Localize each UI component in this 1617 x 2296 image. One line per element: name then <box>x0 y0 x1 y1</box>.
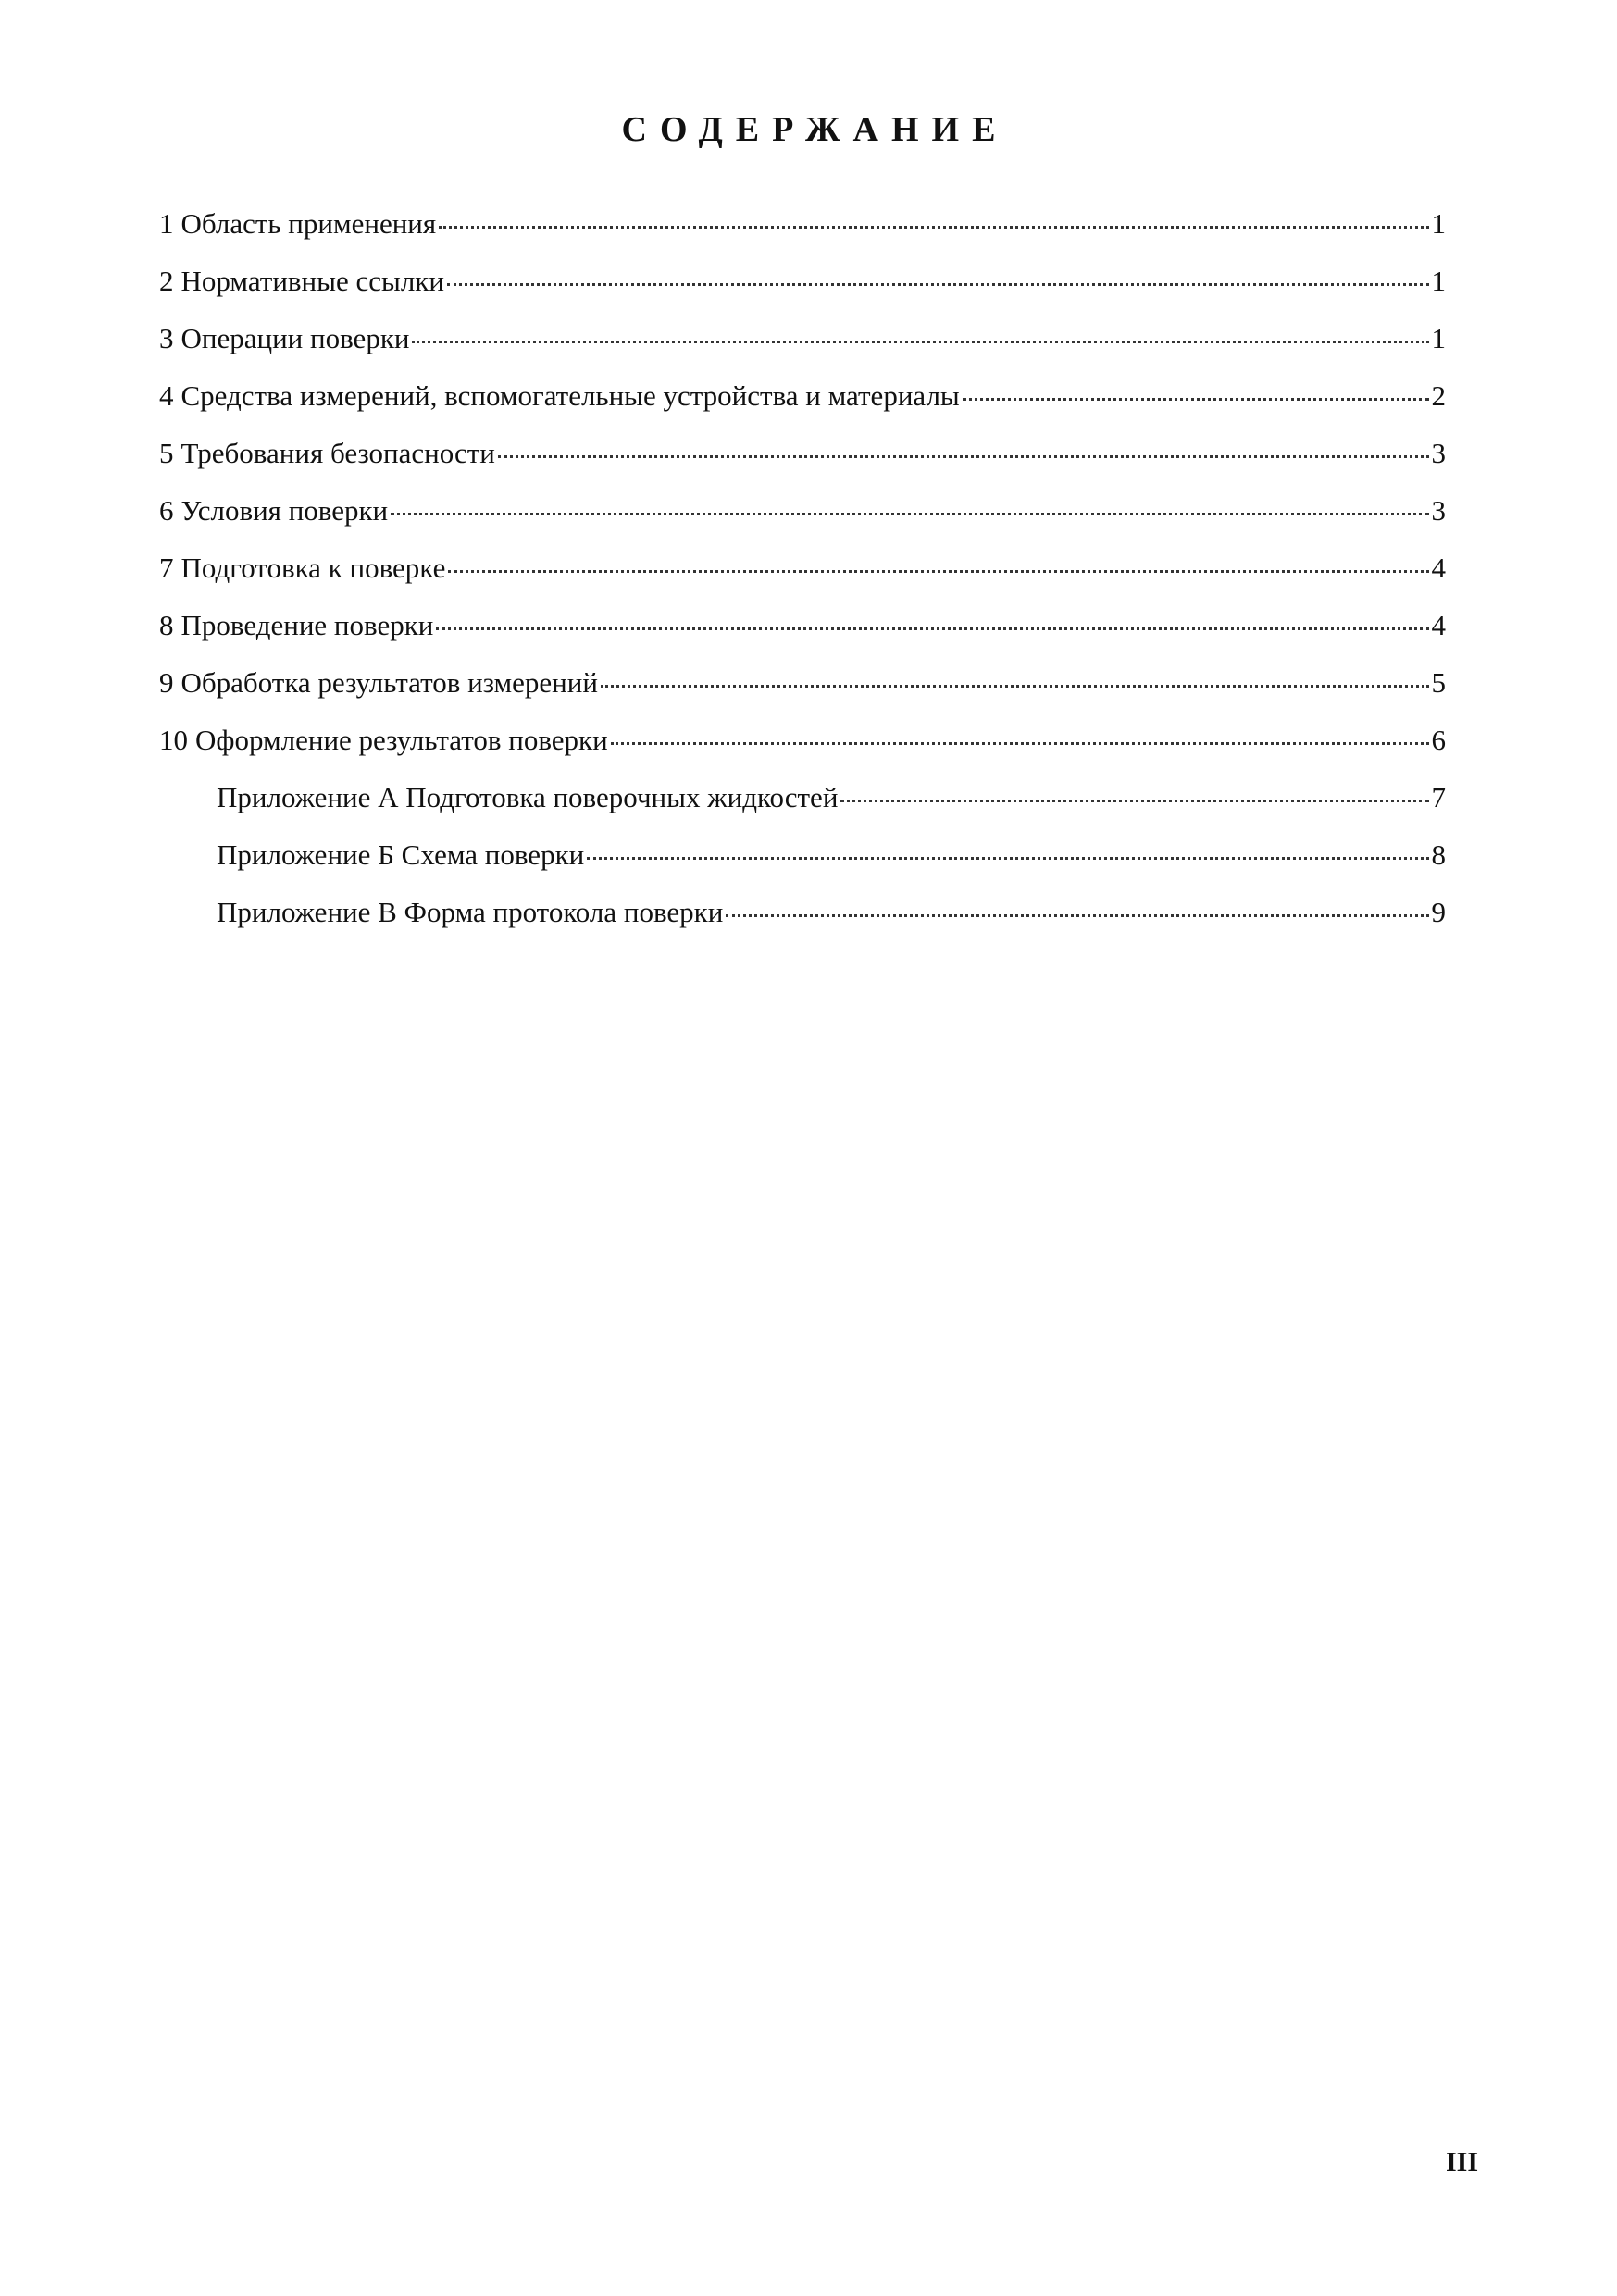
toc-entry-page: 8 <box>1431 838 1446 871</box>
toc-entry-label <box>159 435 495 472</box>
toc-entry-title: Средства измерений, вспомогательные устройства и материалы <box>180 379 960 412</box>
toc-entry-label <box>159 550 445 587</box>
toc-entry-page: 1 <box>1431 322 1446 354</box>
toc-entry-page: 7 <box>1431 781 1446 813</box>
toc-entry-3[interactable] <box>159 320 1446 378</box>
toc-entry-number: 6 <box>159 494 174 527</box>
dot-leader <box>498 455 1429 458</box>
toc-entry-number: 8 <box>159 609 174 641</box>
table-of-contents <box>159 205 1446 951</box>
dot-leader <box>447 283 1429 286</box>
toc-entry-title: Оформление результатов поверки <box>195 724 608 756</box>
toc-entry-label <box>159 664 598 701</box>
toc-entry-7[interactable] <box>159 550 1446 607</box>
toc-entry-number: 5 <box>159 437 174 469</box>
toc-entry-number: 7 <box>159 552 174 584</box>
dot-leader <box>840 800 1428 802</box>
toc-entry-number: 4 <box>159 379 174 412</box>
dot-leader <box>391 513 1428 515</box>
toc-entry-5[interactable] <box>159 435 1446 492</box>
dot-leader <box>436 627 1428 630</box>
toc-entry-label <box>159 607 433 644</box>
toc-entry-label <box>159 320 409 357</box>
toc-entry-10[interactable] <box>159 722 1446 779</box>
dot-leader <box>963 398 1429 401</box>
toc-entry-title: Область применения <box>180 207 437 240</box>
toc-entry-page: 3 <box>1431 437 1446 469</box>
toc-entry-page: 2 <box>1431 379 1446 412</box>
dot-leader <box>601 685 1429 688</box>
toc-entry-page: 6 <box>1431 724 1446 756</box>
toc-entry-page: 5 <box>1431 666 1446 699</box>
toc-entry-6[interactable] <box>159 492 1446 550</box>
toc-entry-number: 1 <box>159 207 174 240</box>
toc-entry-number: 10 <box>159 724 188 756</box>
toc-entry-page: 9 <box>1431 896 1446 928</box>
toc-entry-2[interactable] <box>159 263 1446 320</box>
toc-entry-number: 9 <box>159 666 174 699</box>
toc-entry-title: Нормативные ссылки <box>180 265 444 297</box>
toc-entry-page: 3 <box>1431 494 1446 527</box>
dot-leader <box>439 226 1428 229</box>
dot-leader <box>611 742 1429 745</box>
toc-entry-page: 4 <box>1431 609 1446 641</box>
toc-appendix-b[interactable] <box>159 837 1446 894</box>
page-number: III <box>1446 2147 1479 2178</box>
toc-appendix-v[interactable] <box>159 894 1446 951</box>
toc-entry-page: 1 <box>1431 207 1446 240</box>
toc-entry-title: Обработка результатов измерений <box>180 666 598 699</box>
page-title: СОДЕРЖАНИЕ <box>621 110 1009 149</box>
toc-entry-title: Операции поверки <box>180 322 410 354</box>
toc-entry-title: Условия поверки <box>180 494 389 527</box>
toc-entry-label <box>159 205 436 242</box>
toc-entry-title: Приложение В Форма протокола поверки <box>217 896 724 928</box>
toc-entry-title: Приложение Б Схема поверки <box>217 838 585 871</box>
dot-leader <box>587 857 1428 860</box>
dot-leader <box>726 914 1428 917</box>
toc-entry-1[interactable] <box>159 205 1446 263</box>
toc-entry-number: 2 <box>159 265 174 297</box>
toc-entry-4[interactable] <box>159 378 1446 435</box>
toc-entry-number: 3 <box>159 322 174 354</box>
toc-entry-label <box>159 378 960 415</box>
toc-entry-label <box>159 722 608 759</box>
toc-entry-page: 4 <box>1431 552 1446 584</box>
toc-appendix-a[interactable] <box>159 779 1446 837</box>
toc-entry-8[interactable] <box>159 607 1446 664</box>
toc-entry-title: Приложение А Подготовка поверочных жидкостей <box>217 781 839 813</box>
toc-entry-page: 1 <box>1431 265 1446 297</box>
dot-leader <box>412 341 1428 343</box>
toc-entry-title: Требования безопасности <box>180 437 495 469</box>
toc-entry-title: Проведение поверки <box>180 609 434 641</box>
toc-entry-9[interactable] <box>159 664 1446 722</box>
toc-entry-label <box>159 263 444 300</box>
dot-leader <box>448 570 1428 573</box>
toc-entry-title: Подготовка к поверке <box>180 552 446 584</box>
toc-entry-label <box>159 492 388 529</box>
